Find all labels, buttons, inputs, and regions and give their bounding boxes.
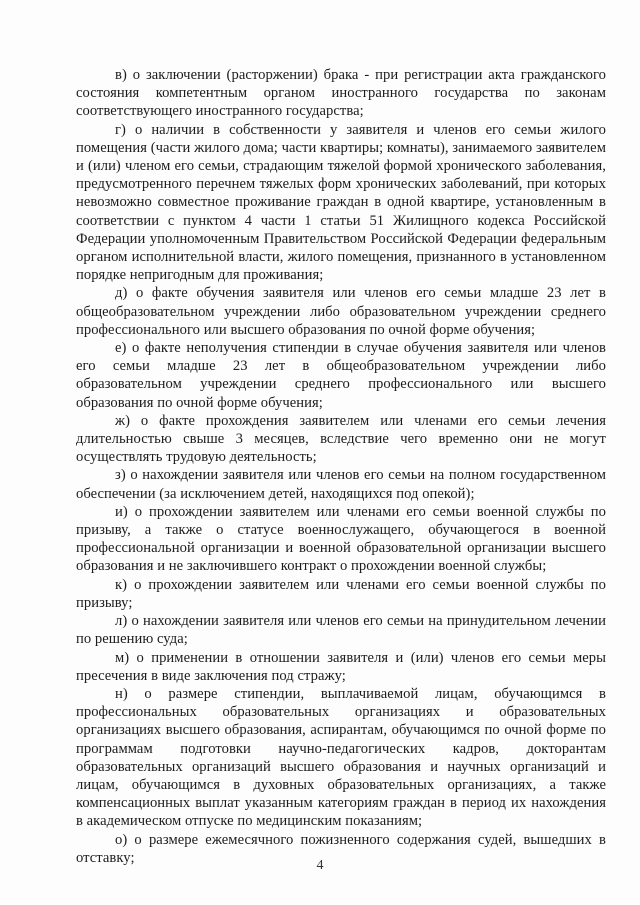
document-body (76, 66, 606, 867)
paragraph-l: л) о нахождении заявителя или членов его семьи на принудительном лечении по решению суда; (76, 613, 606, 648)
paragraph-k: к) о прохождении заявителем или членами его семьи военной службы по призыву; (76, 576, 606, 611)
paragraph-d: д) о факте обучения заявителя или членов его семьи младше 23 лет в общеобразовательном учреждении либо образовательном учреждении среднего профессионального или высшего образования по очной форме обучения; (76, 285, 606, 338)
paragraph-zh: ж) о факте прохождения заявителем или членами его семьи лечения длительностью свыше 3 месяцев, вследствие чего временно они не могут осуществлять трудовую деятельность; (76, 412, 606, 466)
paragraph-n: н) о размере стипендии, выплачиваемой лицам, обучающимся в профессиональных образовательных организациях и образовательных организациях высшего образования, аспирантам, обучающимся по очной форме по программам подготовки научно-педагогических кадров, докторантам образовательных организаций высшего образования и научных организаций и лицам, обучающимся в духовных образовательных организациях, а также компенсационных выплат указанным категориям граждан в период их нахождения в академическом отпуске по медицинским показаниям; (76, 685, 606, 830)
paragraph-v: в) о заключении (расторжении) брака - при регистрации акта гражданского состояния компетентным органом иностранного государства по законам соответствующего иностранного государства; (76, 67, 606, 120)
paragraph-i: и) о прохождении заявителем или членами его семьи военной службы по призыву, а также о статусе военнослужащего, обучающегося в военной профессиональной организации и военной образовательной организации высшего образования и не заключившего контракт о прохождении военной службы; (76, 503, 606, 575)
paragraph-z: з) о нахождении заявителя или членов его семьи на полном государственном обеспечении (за исключением детей, находящихся под опекой); (76, 467, 606, 502)
page-number: 4 (316, 858, 324, 873)
paragraph-o: о) о размере ежемесячного пожизненного содержания судей, вышедших в отставку; (76, 831, 606, 866)
paragraph-m: м) о применении в отношении заявителя и (или) членов его семьи меры пресечения в виде заключения под стражу; (76, 649, 606, 684)
paragraph-g: г) о наличии в собственности у заявителя и членов его семьи жилого помещения (части жилого дома; части квартиры; комнаты), занимаемого заявителем и (или) членом его семьи, страдающим тяжелой формой хронического заболевания, предусмотренного перечнем тяжелых форм хронических заболеваний, при которых невозможно совместное проживание граждан в одной квартире, установленным в соответствии с пунктом 4 части 1 статьи 51 Жилищного кодекса Российской Федерации уполномоченным Правительством Российской Федерации федеральным органом исполнительной власти, жилого помещения, признанного в установленном порядке непригодным для проживания; (76, 121, 606, 284)
paragraph-e: е) о факте неполучения стипендии в случае обучения заявителя или членов его семьи младше 23 лет в общеобразовательном учреждении либо образовательном учреждении среднего профессионального или высшего образования по очной форме обучения; (76, 340, 606, 411)
